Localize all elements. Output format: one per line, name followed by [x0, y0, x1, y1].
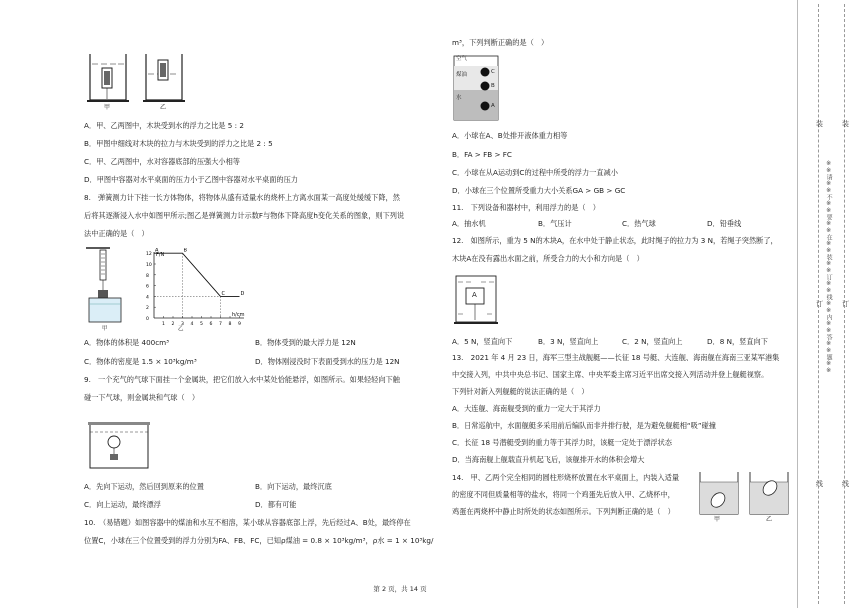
graph-point-label: B — [183, 248, 187, 254]
q11-option-a: A．抽水机 — [452, 219, 486, 228]
q8-line-3: 法中正确的是（ ） — [84, 229, 149, 238]
binding-word-zhuang-outer: 装 — [841, 120, 850, 127]
binding-word-xian-inner: 线 — [815, 480, 824, 487]
q14-line-2: 的密度不同但质量相等的盐水，将同一个鸡蛋先后放入甲、乙烧杯中， — [452, 490, 675, 499]
q12-option-a: A．5 N，竖直向下 — [452, 337, 513, 346]
q8-option-b: B．物体受到的最大浮力是 12N — [255, 338, 356, 347]
binding-margin — [797, 0, 860, 608]
q8-option-d: D．物体刚浸没时下表面受到水的压力是 12N — [255, 357, 400, 366]
q11-option-c: C．热气球 — [622, 219, 656, 228]
q7-figure — [84, 50, 194, 112]
q11-stem: 11. 下列设备和器材中，利用浮力的是（ ） — [452, 203, 600, 212]
q12-block-label: A — [472, 291, 477, 299]
binding-word-ding-inner: 订 — [815, 300, 824, 307]
graph-y-tick: 8 — [146, 273, 149, 279]
q7-option-c: C．甲、乙两图中，水对容器底部的压强大小相等 — [84, 157, 240, 166]
beaker-label-b: B — [491, 83, 495, 89]
beaker-label-water: 水 — [456, 95, 462, 101]
q8-option-a: A．物体的体积是 400cm³ — [84, 338, 170, 347]
q10-line-2: 位置C，小球在三个位置受到的浮力分别为FA、FB、FC，已知ρ煤油 = 0.8 × 10³kg/m³，ρ水 = 1 × 10³kg/ — [84, 536, 434, 545]
q12-line-1: 12. 如图所示，重为 5 N的木块A，在水中处于静止状态，此时绳子的拉力为 3 N，若绳子突然断了， — [452, 236, 778, 245]
binding-word-xian-outer: 线 — [841, 480, 850, 487]
q10-option-b: B．FA > FB > FC — [452, 150, 512, 159]
q13-line-2: 中交接入列，中共中央总书记、国家主席、中央军委主席习近平出席交接入列活动并登上舰艇视察。 — [452, 370, 769, 379]
q10-option-d: D．小球在三个位置所受重力大小关系GA > GB > GC — [452, 186, 626, 195]
q11-option-d: D．铅垂线 — [707, 219, 742, 228]
graph-point-label: A — [155, 248, 159, 254]
q9-balloon-figure — [88, 418, 152, 472]
graph-y-tick: 4 — [146, 295, 149, 301]
q14-line-1: 14. 甲、乙两个完全相同的圆柱形烧杯放置在水平桌面上，内装入适量 — [452, 473, 680, 482]
q13-line-3: 下列针对新入列舰艇的说法正确的是（ ） — [452, 387, 589, 396]
q12-option-d: D．8 N，竖直向下 — [707, 337, 768, 346]
graph-x-tick: 6 — [209, 322, 213, 327]
q8-caption-yi: 乙 — [178, 326, 184, 332]
q14-caption-jia: 甲 — [714, 516, 721, 523]
q8-option-c: C．物体的密度是 1.5 × 10³kg/m³ — [84, 357, 197, 366]
binding-word-zhuang-inner: 装 — [815, 120, 824, 127]
q12-option-c: C．2 N，竖直向上 — [622, 337, 683, 346]
graph-x-tick: 7 — [219, 322, 222, 327]
q9-line-1: 9. 一个充气的气球下面挂一个金属块，把它们放入水中某处恰能悬浮，如图所示。如果轻轻向下触 — [84, 375, 400, 384]
q8-line-2: 后将其逐渐浸入水中如图甲所示;图乙是弹簧测力计示数F与物体下降高度h变化关系的图象，则下列说 — [84, 211, 405, 220]
graph-x-tick: 1 — [162, 322, 165, 327]
q9-option-c: C．向上运动，最终漂浮 — [84, 500, 161, 509]
page-footer: 第 2 页，共 14 页 — [373, 585, 427, 594]
graph-y-tick: 2 — [146, 306, 149, 312]
graph-y-tick: 6 — [146, 284, 149, 290]
graph-point-label: C — [221, 290, 225, 297]
q7-option-a: A．甲、乙两图中，木块受到水的浮力之比是 5 : 2 — [84, 121, 244, 130]
beaker-label-kerosene: 煤油 — [456, 72, 468, 78]
graph-x-tick: 3 — [181, 322, 184, 327]
q14-line-3: 鸡蛋在两烧杯中静止时所处的状态如图所示。下列判断正确的是（ ） — [452, 507, 675, 516]
q11-option-b: B．气压计 — [538, 219, 572, 228]
graph-x-label: h/cm — [232, 312, 245, 318]
q13-option-d: D．当海南舰上舰载直升机起飞后，该舰排开水的体积会增大 — [452, 455, 645, 464]
graph-y-tick: 0 — [146, 317, 149, 322]
graph-x-tick: 4 — [190, 322, 194, 327]
q8-caption-jia: 甲 — [102, 326, 108, 332]
binding-word-ding-outer: 订 — [841, 300, 850, 307]
q10-continuation: m³，下列判断正确的是（ ） — [452, 38, 549, 47]
q7-option-b: B．甲图中细线对木块的拉力与木块受到的浮力之比是 2 : 5 — [84, 139, 273, 148]
q14-caption-yi: 乙 — [766, 516, 773, 523]
q14-egg-beakers-figure — [696, 468, 792, 520]
q10-option-c: C．小球在从A运动到C的过程中所受的浮力一直减小 — [452, 168, 618, 177]
graph-x-tick: 8 — [228, 322, 232, 327]
q9-option-b: B．向下运动，最终沉底 — [255, 482, 332, 491]
graph-x-tick: 9 — [238, 322, 241, 327]
q13-option-b: B．日常巡航中，水面舰艇多采用前后编队而非并排行驶，是为避免舰艇相“吸”碰撞 — [452, 421, 716, 430]
graph-x-tick: 2 — [171, 322, 175, 327]
beaker-label-c: C — [491, 69, 495, 75]
q13-option-c: C．长征 18 号潜艇受到的重力等于其浮力时，该艇一定处于漂浮状态 — [452, 438, 672, 447]
graph-force-line — [154, 253, 240, 296]
graph-y-tick: 12 — [146, 252, 152, 258]
q12-option-b: B．3 N，竖直向上 — [538, 337, 599, 346]
q12-tank-figure — [454, 274, 500, 326]
q8-force-height-graph — [140, 248, 250, 330]
q8-line-1: 8. 弹簧测力计下挂一长方体物体，将物体从盛有适量水的烧杯上方离水面某一高度处缓缓下降，然 — [84, 193, 400, 202]
q10-option-a: A．小球在A、B处排开液体重力相等 — [452, 131, 568, 140]
beaker-label-a: A — [491, 103, 495, 109]
q13-option-a: A．大连舰、海南舰受到的重力一定大于其浮力 — [452, 404, 601, 413]
graph-y-tick: 10 — [146, 263, 152, 268]
fig-label-jia: 甲 — [104, 104, 111, 111]
q9-option-a: A．先向下运动，然后回到原来的位置 — [84, 482, 204, 491]
binding-warning-text: ※※请※※不※※要※※在※※装※※订※※线※※内※※答※※题※※ — [825, 160, 833, 374]
q9-line-2: 碰一下气球，则金属块和气球（ ） — [84, 393, 200, 402]
fig-label-yi: 乙 — [160, 104, 167, 111]
q8-spring-scale-figure — [86, 246, 132, 328]
graph-point-label: D — [240, 290, 245, 297]
graph-x-tick: 5 — [200, 322, 203, 327]
q12-line-2: 木块A在没有露出水面之前，所受合力的大小和方向是（ ） — [452, 254, 644, 263]
q7-option-d: D．甲图中容器对水平桌面的压力小于乙图中容器对水平桌面的压力 — [84, 175, 298, 184]
q13-line-1: 13. 2021 年 4 月 23 日，海军三型主战舰艇——长征 18 号艇、大连舰、海南舰在海南三亚某军港集 — [452, 353, 780, 362]
graph-y-label: F/N — [156, 252, 165, 258]
q9-option-d: D．都有可能 — [255, 500, 297, 509]
q10-line-1: 10. （易错题）如图容器中的煤油和水互不相溶，某小球从容器底部上浮，先后经过A、B处，最终停在 — [84, 518, 411, 527]
beaker-label-air: 空气 — [456, 56, 468, 62]
